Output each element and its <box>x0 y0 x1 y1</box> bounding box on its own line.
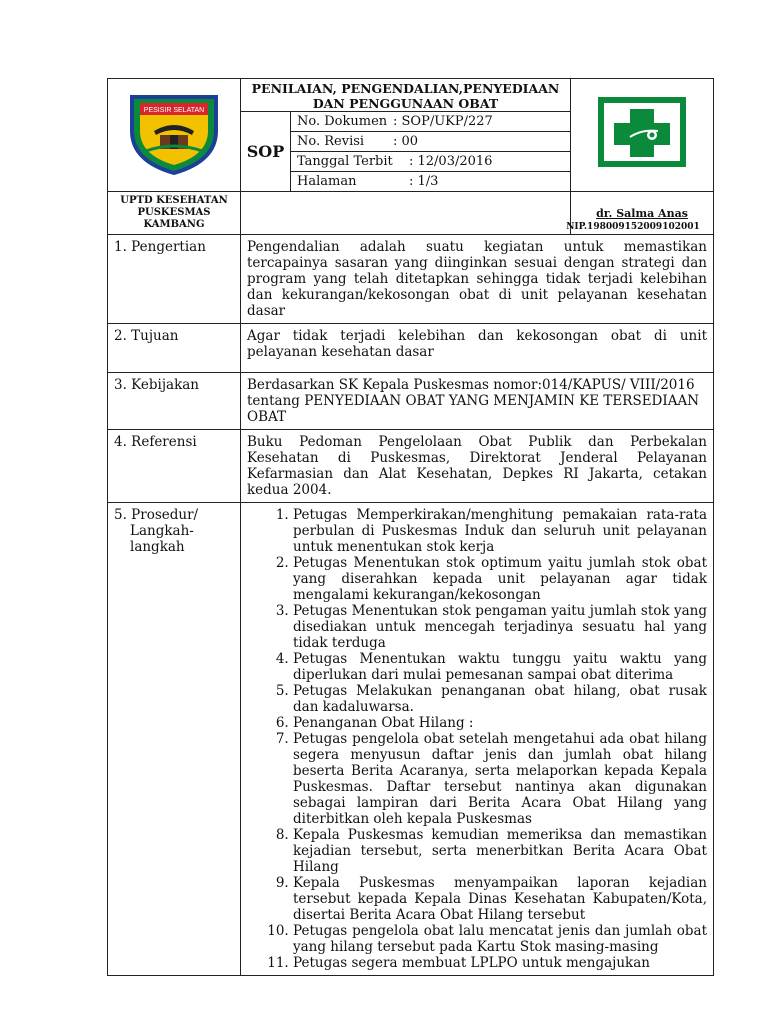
section-row-pengertian <box>108 235 714 324</box>
signer-block <box>566 192 714 235</box>
section-text-kebijakan: Berdasarkan SK Kepala Puskesmas nomor:014/KAPUS/ VIII/2016 tentang PENYEDIAAN OBAT YANG MENJAMIN KE TERSEDIAAN OBAT <box>241 373 714 430</box>
svg-text:PESISIR SELATAN: PESISIR SELATAN <box>143 107 205 114</box>
list-item: 9. Kepala Puskesmas menyampaikan laporan kejadian tersebut kepada Kepala Dinas Kesehatan Kabupaten/Kota, disertai Berita Acara Obat Hilang tersebut <box>293 875 707 923</box>
pesisir-selatan-shield-icon <box>126 91 222 175</box>
list-item: 1. Petugas Memperkirakan/menghitung pemakaian rata-rata perbulan di Puskesmas Induk dan seluruh unit pelayanan untuk menentukan stok kerja <box>293 507 707 555</box>
organization-name: UPTD KESEHATAN PUSKESMAS KAMBANG <box>108 192 241 235</box>
issued-date-label: Tanggal Terbit <box>297 154 393 169</box>
page-label: Halaman <box>297 174 357 189</box>
signer-name: dr. Salma Anas <box>596 207 688 220</box>
page-value: : 1/3 <box>409 174 439 189</box>
section-row-kebijakan <box>108 373 714 430</box>
list-item: 5. Petugas Melakukan penanganan obat hilang, obat rusak dan kadaluwarsa. <box>293 683 707 715</box>
list-item: 11. Petugas segera membuat LPLPO untuk mengajukan <box>293 955 707 971</box>
sop-label: SOP <box>241 112 291 192</box>
section-label-prosedur: 5. Prosedur/ Langkah- langkah <box>108 503 241 976</box>
procedure-steps-list <box>247 507 707 971</box>
section-text-tujuan: Agar tidak terjadi kelebihan dan kekosongan obat di unit pelayanan kesehatan dasar <box>241 324 714 373</box>
section-text-pengertian: Pengendalian adalah suatu kegiatan untuk memastikan tercapainya sasaran yang diinginkan sesuai dengan strategi dan program yang telah ditetapkan sehingga tidak terjadi kelebihan dan kekurangan/kekosongan obat di unit pelayanan kesehatan dasar <box>241 235 714 324</box>
procedure-steps-cell <box>241 503 714 976</box>
list-item: 3. Petugas Menentukan stok pengaman yaitu jumlah stok yang disediakan untuk mencegah terjadinya sesuatu hal yang tidak terduga <box>293 603 707 651</box>
list-item: 8. Kepala Puskesmas kemudian memeriksa dan memastikan kejadian tersebut, serta menerbitkan Berita Acara Obat Hilang <box>293 827 707 875</box>
list-item: 6. Penanganan Obat Hilang : <box>293 715 707 731</box>
section-label-referensi: 4. Referensi <box>108 430 241 503</box>
section-label-kebijakan: 3. Kebijakan <box>108 373 241 430</box>
doc-number-label: No. Dokumen <box>297 114 388 129</box>
section-row-referensi <box>108 430 714 503</box>
header-row-org <box>108 192 714 235</box>
revision-value: : 00 <box>393 134 419 149</box>
regency-logo-cell <box>108 79 241 192</box>
revision-row <box>291 132 571 152</box>
section-label-pengertian: 1. Pengertian <box>108 235 241 324</box>
section-label-tujuan: 2. Tujuan <box>108 324 241 373</box>
page-row <box>291 172 571 192</box>
revision-label: No. Revisi <box>297 134 365 149</box>
doc-number-row <box>291 112 571 132</box>
list-item: 7. Petugas pengelola obat setelah mengetahui ada obat hilang segera menyusun daftar jenis dan jumlah obat hilang beserta Berita Acaranya, serta melaporkan kepada Kepala Puskesmas. Daftar tersebut nantinya akan digunakan sebagai lampiran dari Berita Acara Obat Hilang yang diterbitkan oleh kepala Puskesmas <box>293 731 707 827</box>
doc-number-value: : SOP/UKP/227 <box>393 114 493 129</box>
section-row-prosedur <box>108 503 714 976</box>
signer-nip: NIP.198009152009102001 <box>566 222 700 232</box>
signature-space <box>241 192 571 235</box>
health-logo-cell <box>571 79 714 192</box>
section-row-tujuan <box>108 324 714 373</box>
section-text-referensi: Buku Pedoman Pengelolaan Obat Publik dan Perbekalan Kesehatan di Puskesmas, Direktorat Jenderal Pelayanan Kefarmasian dan Alat Kesehatan, Depkes RI Jakarta, cetakan kedua 2004. <box>241 430 714 503</box>
document-title: PENILAIAN, PENGENDALIAN,PENYEDIAAN DAN PENGGUNAAN OBAT <box>241 79 571 112</box>
bakti-husada-logo-icon <box>594 91 690 175</box>
sop-document-table <box>107 78 714 976</box>
header-row-title <box>108 79 714 112</box>
list-item: 4. Petugas Menentukan waktu tunggu yaitu waktu yang diperlukan dari mulai pemesanan sampai obat diterima <box>293 651 707 683</box>
list-item: 10. Petugas pengelola obat lalu mencatat jenis dan jumlah obat yang hilang tersebut pada Kartu Stok masing-masing <box>293 923 707 955</box>
issued-date-value: : 12/03/2016 <box>409 154 493 169</box>
list-item: 2. Petugas Menentukan stok optimum yaitu jumlah stok obat yang diserahkan kepada unit pelayanan agar tidak mengalami kekurangan/kekosongan <box>293 555 707 603</box>
issued-date-row <box>291 152 571 172</box>
